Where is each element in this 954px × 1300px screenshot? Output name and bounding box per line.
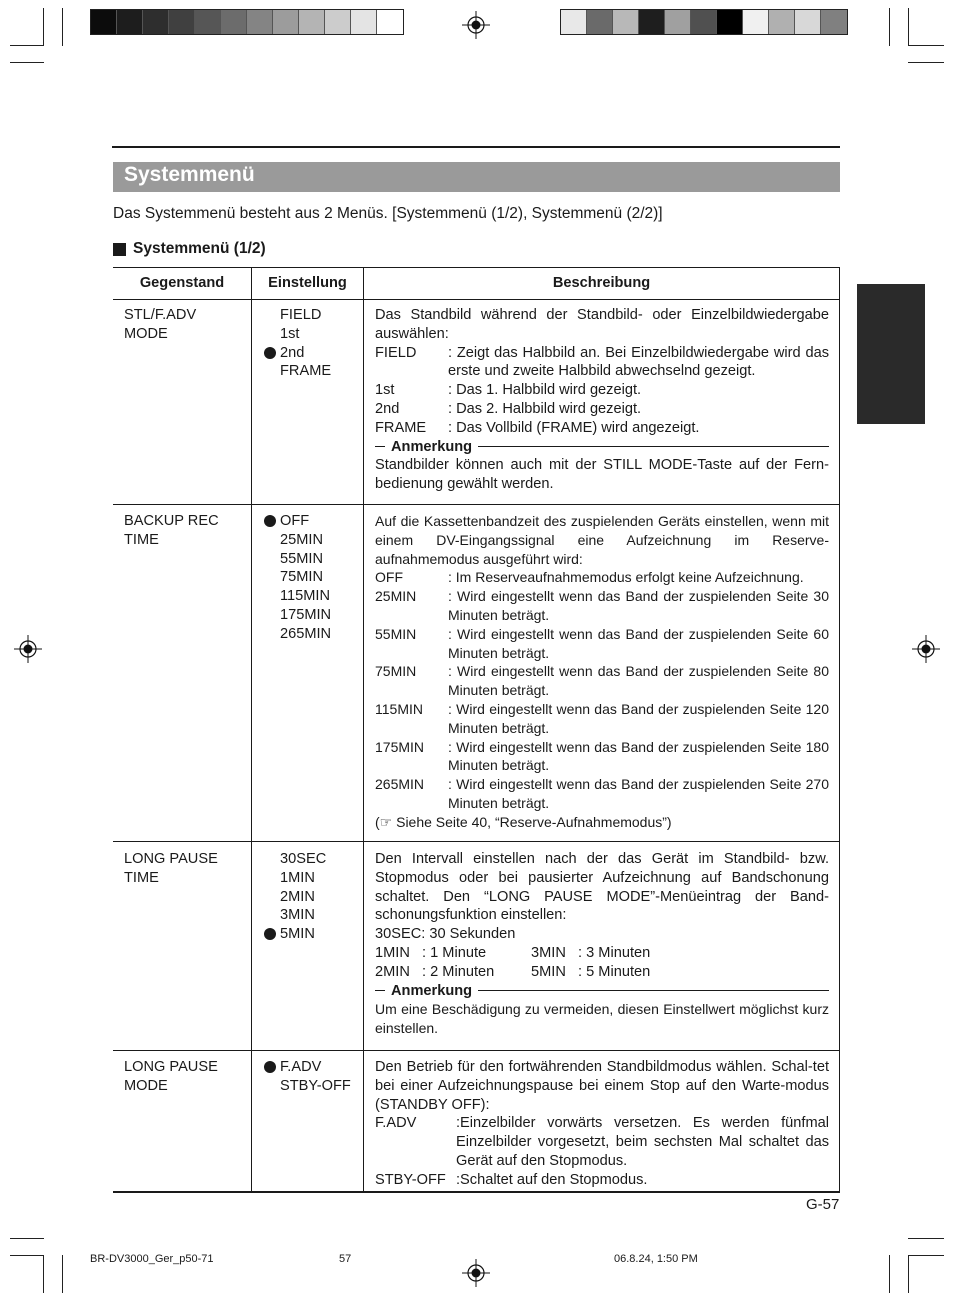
setting-label: 1st — [280, 325, 300, 342]
row-item: STL/F.ADV MODE — [124, 307, 197, 342]
definition-value: : Das Vollbild (FRAME) wird angezeigt. — [448, 419, 700, 436]
definition-row — [375, 587, 829, 625]
definition-value: : Wird eingestellt wenn das Band der zuspielenden Seite 180 Minuten beträgt. — [448, 738, 829, 774]
setting-option — [264, 325, 331, 344]
crop-mark — [10, 1238, 44, 1239]
color-swatch — [613, 10, 639, 34]
setting-label: 3MIN — [280, 907, 315, 924]
color-swatch — [273, 10, 299, 34]
crop-mark — [10, 45, 44, 46]
definition-value: :Einzelbilder vorwärts versetzen. Es werden fünfmal Einzelbilder vorgesetzt, beim sechsten Mal schaltet das Gerät auf den Stopmodus. — [456, 1115, 829, 1169]
definition-key: OFF — [375, 569, 403, 586]
setting-option — [264, 587, 331, 606]
header-setting: Einstellung — [268, 275, 347, 291]
note-text: Standbilder können auch mit der STILL MODE-Taste auf der Fern-bedienung gewählt werden. — [375, 457, 829, 493]
definition-row — [375, 419, 829, 438]
color-swatch — [587, 10, 613, 34]
color-swatch — [795, 10, 821, 34]
definition-key: STBY-OFF — [375, 1171, 446, 1188]
setting-option — [264, 362, 331, 381]
definition-row — [375, 738, 829, 776]
definition-row — [375, 568, 829, 587]
default-bullet-icon — [264, 928, 276, 940]
default-bullet-icon — [264, 515, 276, 527]
page-number: G-57 — [806, 1196, 840, 1213]
definition-row — [375, 662, 829, 700]
setting-label: FIELD — [280, 307, 322, 323]
header-description: Beschreibung — [552, 275, 651, 291]
note-text: Um eine Beschädigung zu vermeiden, diesen Einstellwert möglichst kurz einstellen. — [375, 1001, 829, 1037]
setting-option — [264, 568, 331, 587]
definition-row — [375, 1114, 829, 1170]
setting-label: STBY-OFF — [280, 1077, 351, 1094]
definition-row — [375, 700, 829, 738]
note-heading: Anmerkung — [375, 438, 829, 457]
def-list — [375, 1114, 829, 1189]
crop-mark — [908, 62, 944, 63]
crop-mark — [10, 62, 44, 63]
default-bullet-icon — [264, 347, 276, 359]
definition-row — [375, 344, 829, 382]
color-swatch — [221, 10, 247, 34]
setting-label: 25MIN — [280, 531, 323, 548]
definition-key: 115MIN — [375, 700, 423, 717]
footer-sheet: 57 — [339, 1253, 352, 1265]
setting-option — [264, 531, 331, 550]
setting-option — [264, 550, 331, 569]
color-swatch — [691, 10, 717, 34]
definition-key: 265MIN — [375, 776, 425, 793]
desc-intro: Auf die Kassettenbandzeit des zuspielenden Geräts einstellen, wenn mit einem DV-Eingangssignal eine Aufzeichnung im Reserve-aufnahmemodus ausgeführt wird: — [375, 513, 829, 567]
setting-option — [264, 512, 331, 531]
definition-value: : Wird eingestellt wenn das Band der zuspielenden Seite 80 Minuten beträgt. — [448, 663, 829, 699]
setting-label: FRAME — [280, 363, 332, 380]
definition-value: : Wird eingestellt wenn das Band der zuspielenden Seite 120 Minuten beträgt. — [448, 700, 829, 736]
color-swatch — [743, 10, 769, 34]
setting-label: 55MIN — [280, 550, 323, 567]
setting-option — [264, 888, 326, 907]
setting-label: F.ADV — [280, 1059, 322, 1075]
definition-key: FRAME — [375, 419, 427, 436]
definition-key: 175MIN — [375, 738, 425, 755]
color-swatch — [665, 10, 691, 34]
color-swatch — [377, 10, 403, 34]
color-bar-right — [560, 9, 848, 35]
square-bullet-icon — [113, 243, 126, 256]
crop-mark — [43, 8, 44, 46]
crop-mark — [62, 1255, 63, 1293]
color-bar-left — [90, 9, 404, 35]
side-tab — [857, 284, 925, 424]
setting-option — [264, 306, 331, 325]
definition-value: : Wird eingestellt wenn das Band der zuspielenden Seite 60 Minuten beträgt. — [448, 625, 829, 661]
setting-label: 2nd — [280, 344, 305, 361]
definition-value: : Im Reserveaufnahmemodus erfolgt keine Aufzeichnung. — [448, 569, 804, 586]
setting-option — [264, 906, 326, 925]
row-settings — [264, 850, 326, 944]
crop-mark — [908, 1255, 909, 1293]
definition-row — [375, 1171, 829, 1190]
setting-option — [264, 625, 331, 644]
top-rule — [112, 146, 840, 148]
color-swatch — [639, 10, 665, 34]
row-settings — [264, 1058, 351, 1096]
registration-mark-icon — [462, 11, 490, 39]
definition-value: : Das 1. Halbbild wird gezeigt. — [448, 382, 642, 399]
color-swatch — [247, 10, 273, 34]
setting-label: 75MIN — [280, 569, 323, 586]
setting-label: 265MIN — [280, 625, 332, 642]
definition-key: 1st — [375, 382, 395, 399]
row-settings — [264, 512, 331, 644]
definition-row — [375, 381, 829, 400]
note-heading: Anmerkung — [375, 982, 829, 1001]
definition-key: 25MIN — [375, 588, 417, 605]
definition-key: 55MIN — [375, 625, 417, 642]
setting-option — [264, 1077, 351, 1096]
header-item: Gegenstand — [139, 275, 225, 291]
footer-file: BR-DV3000_Ger_p50-71 — [90, 1253, 214, 1265]
row-description — [375, 306, 829, 494]
setting-option — [264, 850, 326, 869]
desc-line: 30SEC: 30 Sekunden — [375, 926, 516, 943]
setting-label: OFF — [280, 513, 310, 529]
setting-option — [264, 344, 331, 363]
crop-mark — [43, 1255, 44, 1293]
registration-mark-icon — [462, 1259, 490, 1287]
section-heading-text: Systemmenü (1/2) — [133, 240, 266, 257]
crop-mark — [889, 1255, 890, 1293]
setting-label: 5MIN — [280, 926, 315, 943]
crop-mark — [10, 1255, 44, 1256]
setting-option — [264, 1058, 351, 1077]
pair-row: 1MIN : 1 Minute 3MIN : 3 Minuten — [375, 944, 651, 961]
color-swatch — [91, 10, 117, 34]
setting-label: 175MIN — [280, 606, 332, 623]
color-swatch — [769, 10, 795, 34]
definition-key: 2nd — [375, 400, 400, 417]
setting-label: 1MIN — [280, 869, 315, 886]
color-swatch — [117, 10, 143, 34]
color-swatch — [561, 10, 587, 34]
desc-intro: Das Standbild während der Standbild- oder Einzelbildwiedergabe auswählen: — [375, 307, 829, 342]
definition-value: : Zeigt das Halbbild an. Bei Einzelbildwiedergabe wird das erste und zweite Halbbild abwechselnd gezeigt. — [448, 344, 829, 380]
section-heading — [113, 240, 266, 258]
row-item: LONG PAUSE TIME — [124, 851, 218, 886]
setting-label: 30SEC — [280, 851, 327, 867]
definition-value: : Das 2. Halbbild wird gezeigt. — [448, 400, 642, 417]
reference-text: (☞ Siehe Seite 40, “Reserve-Aufnahmemodus”) — [375, 813, 672, 830]
row-description — [375, 850, 829, 1038]
default-bullet-icon — [264, 1061, 276, 1073]
definition-row — [375, 625, 829, 663]
definition-key: F.ADV — [375, 1115, 417, 1132]
setting-label: 115MIN — [280, 588, 331, 605]
crop-mark — [908, 1238, 944, 1239]
row-item: BACKUP REC TIME — [124, 513, 219, 548]
crop-mark — [889, 8, 890, 46]
def-list — [375, 344, 829, 438]
desc-intro: Den Betrieb für den fortwährenden Standbildmodus wählen. Schal-tet bei einer Aufzeichnungspause bei einem Stop auf den Warte-modus (STANDBY OFF): — [375, 1059, 829, 1113]
color-swatch — [169, 10, 195, 34]
crop-mark — [62, 8, 63, 46]
definition-row — [375, 775, 829, 813]
registration-mark-icon — [14, 635, 42, 663]
setting-option — [264, 869, 326, 888]
settings-table — [113, 267, 840, 1193]
color-swatch — [143, 10, 169, 34]
color-swatch — [821, 10, 847, 34]
footer-date: 06.8.24, 1:50 PM — [614, 1253, 698, 1265]
definition-value: : Wird eingestellt wenn das Band der zuspielenden Seite 270 Minuten beträgt. — [448, 776, 829, 811]
intro-text: Das Systemmenü besteht aus 2 Menüs. [Systemmenü (1/2), Systemmenü (2/2)] — [113, 205, 663, 222]
setting-option — [264, 925, 326, 944]
setting-label: 2MIN — [280, 888, 315, 905]
page-title: Systemmenü — [124, 163, 255, 186]
color-swatch — [195, 10, 221, 34]
setting-option — [264, 606, 331, 625]
row-item: LONG PAUSE MODE — [124, 1059, 218, 1094]
registration-mark-icon — [912, 635, 940, 663]
pair-row: 2MIN : 2 Minuten 5MIN : 5 Minuten — [375, 963, 651, 980]
definition-key: 75MIN — [375, 663, 417, 680]
definition-value: :Schaltet auf den Stopmodus. — [456, 1171, 648, 1188]
color-swatch — [717, 10, 743, 34]
definition-key: FIELD — [375, 344, 417, 361]
title-bar — [113, 162, 840, 192]
color-swatch — [351, 10, 377, 34]
desc-intro: Den Intervall einstellen nach der das Gerät im Standbild- bzw. Stopmodus oder bei pausierter Aufzeichnung auf Bandschonung schaltet. Den “LONG PAUSE MODE”-Menüeintrag der Band-schonungsfunktion einstellen: — [375, 851, 829, 924]
row-settings — [264, 306, 331, 381]
def-list — [375, 568, 829, 812]
row-description — [375, 1058, 829, 1190]
definition-value: : Wird eingestellt wenn das Band der zuspielenden Seite 30 Minuten beträgt. — [448, 588, 829, 623]
row-description — [375, 512, 829, 832]
color-swatch — [299, 10, 325, 34]
crop-mark — [908, 8, 909, 46]
color-swatch — [325, 10, 351, 34]
definition-row — [375, 400, 829, 419]
crop-mark — [908, 45, 944, 46]
crop-mark — [908, 1255, 944, 1256]
